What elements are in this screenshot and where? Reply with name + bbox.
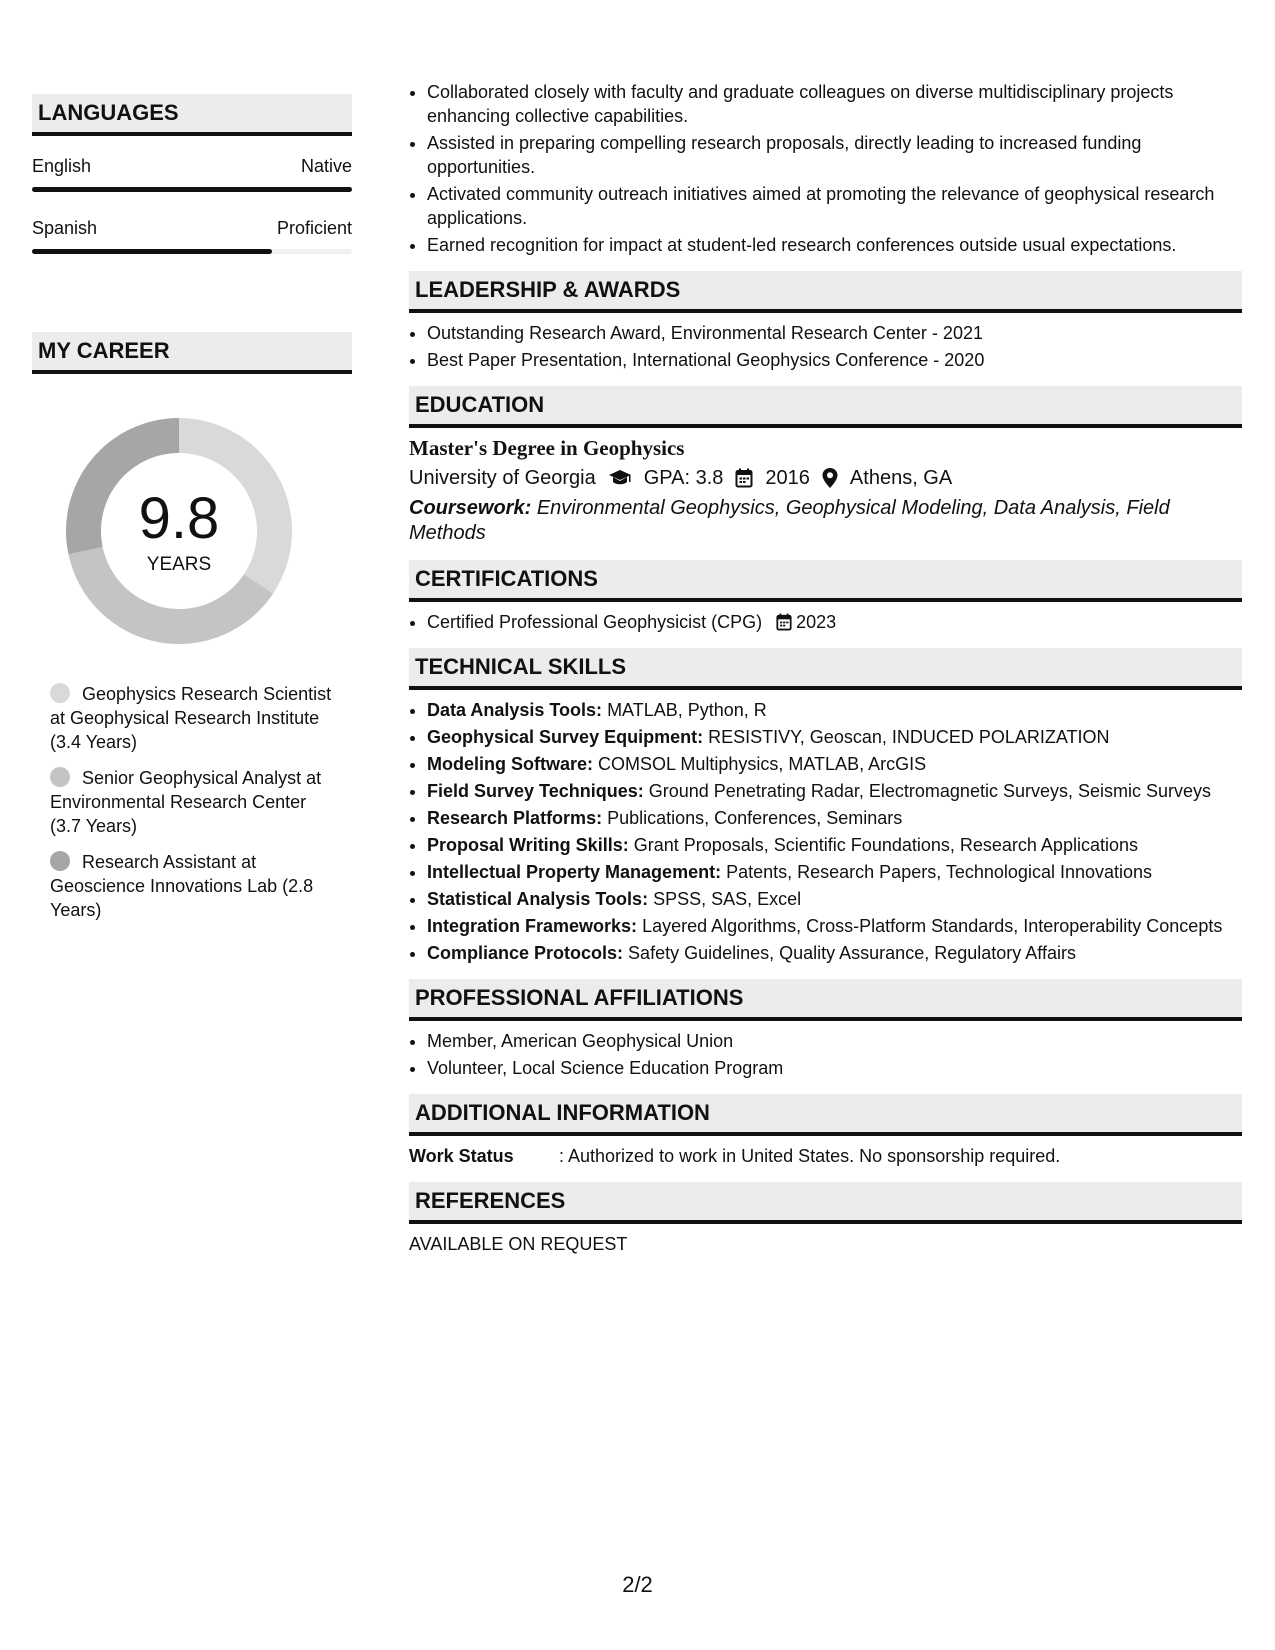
career-legend-label: Senior Geophysical Analyst at Environmental Research Center (3.7 Years) <box>50 768 322 836</box>
education-details <box>409 466 1242 490</box>
skills-list <box>409 698 1242 965</box>
list-item <box>427 941 1242 965</box>
career-legend-item <box>50 766 340 838</box>
career-legend-label: Geophysics Research Scientist at Geophysical Research Institute (3.4 Years) <box>50 684 332 752</box>
page-number: 2/2 <box>622 1572 653 1597</box>
list-item <box>427 833 1242 857</box>
language-level: Native <box>300 156 352 176</box>
career-legend-label: Research Assistant at Geoscience Innovations Lab (2.8 Years) <box>50 852 314 920</box>
skill-category: Modeling Software: <box>427 754 593 774</box>
list-item <box>427 610 1242 634</box>
coursework-list: Environmental Geophysics, Geophysical Modeling, Data Analysis, Field Methods <box>409 497 1170 544</box>
work-status-value: : Authorized to work in United States. No sponsorship required. <box>559 1146 1061 1166</box>
skill-values: RESISTIVY, Geoscan, INDUCED POLARIZATION <box>708 727 1110 747</box>
skill-values: Safety Guidelines, Quality Assurance, Regulatory Affairs <box>628 943 1076 963</box>
calendar-icon <box>776 613 792 631</box>
certification-year: 2023 <box>796 612 837 632</box>
language-item <box>32 218 352 254</box>
map-pin-icon <box>822 468 838 488</box>
skill-values: SPSS, SAS, Excel <box>653 889 802 909</box>
list-item: • Member, American Geophysical Union <box>427 1029 1242 1053</box>
career-legend <box>50 682 340 922</box>
list-item <box>427 860 1242 884</box>
skill-category: Data Analysis Tools: <box>427 700 603 720</box>
skill-category: Integration Frameworks: <box>427 916 638 936</box>
list-item <box>427 887 1242 911</box>
list-item: • Collaborated closely with faculty and graduate colleagues on diverse multidisciplinary projects enhancing collective capabilities. <box>427 80 1242 128</box>
work-status-label: Work Status <box>409 1146 514 1166</box>
skill-category: Proposal Writing Skills: <box>427 835 629 855</box>
language-level: Proficient <box>276 218 352 238</box>
affiliations-heading: PROFESSIONAL AFFILIATIONS <box>409 979 1242 1021</box>
list-item <box>427 752 1242 776</box>
affiliations-list <box>409 1029 1242 1080</box>
skill-category: Statistical Analysis Tools: <box>427 889 649 909</box>
list-item: • Assisted in preparing compelling research proposals, directly leading to increased funding opportunities. <box>427 131 1242 179</box>
skill-values: Grant Proposals, Scientific Foundations, Research Applications <box>633 835 1138 855</box>
career-total-years: 9.8 <box>138 486 220 551</box>
career-legend-item <box>50 682 340 754</box>
awards-list <box>409 321 1242 372</box>
language-name: Spanish <box>32 218 98 238</box>
skills-heading: TECHNICAL SKILLS <box>409 648 1242 690</box>
education-location: Athens, GA <box>849 467 953 489</box>
certifications-heading: CERTIFICATIONS <box>409 560 1242 602</box>
degree-title: Master's Degree in Geophysics <box>409 436 685 460</box>
left-column <box>32 94 352 934</box>
skill-category: Compliance Protocols: <box>427 943 624 963</box>
legend-dot <box>50 851 70 871</box>
skill-category: Geophysical Survey Equipment: <box>427 727 704 747</box>
career-total-unit: YEARS <box>146 554 212 575</box>
list-item <box>427 698 1242 722</box>
additional-info-heading: ADDITIONAL INFORMATION <box>409 1094 1242 1136</box>
list-item <box>427 914 1242 938</box>
references-heading: REFERENCES <box>409 1182 1242 1224</box>
skill-values: MATLAB, Python, R <box>607 700 767 720</box>
career-donut-chart <box>66 418 292 644</box>
skill-category: Research Platforms: <box>427 808 603 828</box>
language-item <box>32 156 352 192</box>
education-heading: EDUCATION <box>409 386 1242 428</box>
school-name: University of Georgia <box>409 467 596 489</box>
skill-values: Ground Penetrating Radar, Electromagnetic Surveys, Seismic Surveys <box>648 781 1212 801</box>
graduation-year: 2016 <box>765 467 810 489</box>
legend-dot <box>50 683 70 703</box>
skill-category: Intellectual Property Management: <box>427 862 722 882</box>
right-column <box>409 80 1242 1256</box>
skill-values: Patents, Research Papers, Technological Innovations <box>726 862 1153 882</box>
references-text: AVAILABLE ON REQUEST <box>409 1234 628 1254</box>
legend-dot <box>50 767 70 787</box>
skill-values: COMSOL Multiphysics, MATLAB, ArcGIS <box>598 754 927 774</box>
certifications-list <box>409 610 1242 634</box>
coursework <box>409 496 1242 546</box>
list-item <box>427 725 1242 749</box>
list-item: • Outstanding Research Award, Environmental Research Center - 2021 <box>427 321 1242 345</box>
coursework-label: Coursework: <box>409 497 532 519</box>
career-legend-item <box>50 850 340 922</box>
list-item: • Volunteer, Local Science Education Program <box>427 1056 1242 1080</box>
languages-heading: LANGUAGES <box>32 94 352 136</box>
list-item: • Best Paper Presentation, International Geophysics Conference - 2020 <box>427 348 1242 372</box>
calendar-icon <box>735 468 753 488</box>
list-item <box>427 806 1242 830</box>
certification-name: • Certified Professional Geophysicist (CPG) <box>427 612 763 632</box>
list-item: • Earned recognition for impact at student-led research conferences outside usual expectations. <box>427 233 1242 257</box>
graduation-cap-icon <box>608 469 632 487</box>
work-status-row <box>409 1144 1242 1168</box>
language-level-bar <box>32 249 352 254</box>
skill-category: Field Survey Techniques: <box>427 781 644 801</box>
language-level-bar <box>32 187 352 192</box>
experience-bullets <box>409 80 1242 257</box>
gpa: GPA: 3.8 <box>643 467 724 489</box>
awards-heading: LEADERSHIP & AWARDS <box>409 271 1242 313</box>
skill-values: Layered Algorithms, Cross-Platform Standards, Interoperability Concepts <box>642 916 1223 936</box>
list-item: • Activated community outreach initiatives aimed at promoting the relevance of geophysical research applications. <box>427 182 1242 230</box>
career-heading: MY CAREER <box>32 332 352 374</box>
list-item <box>427 779 1242 803</box>
skill-values: Publications, Conferences, Seminars <box>607 808 903 828</box>
language-name: English <box>32 156 92 176</box>
